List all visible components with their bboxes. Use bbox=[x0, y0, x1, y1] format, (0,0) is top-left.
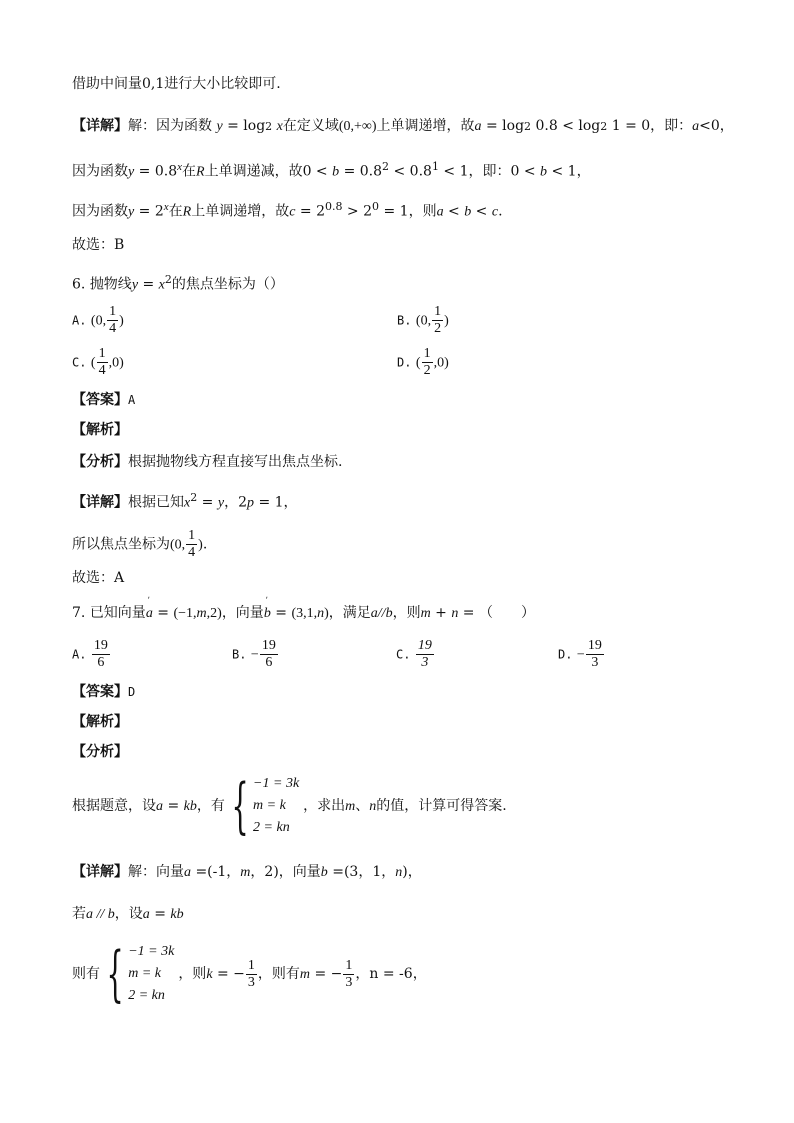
q6-option-a[interactable]: A. (0, $\frac{1}{4}$ ) bbox=[72, 304, 124, 336]
q5-detail-line2: 因为函数$y = 0.8^x$在R上单调递减，故$0 < b = 0.8^2 < 0.8^1 < 1$，即：0 < b < 1， bbox=[72, 160, 591, 180]
q6-stem: 6. 抛物线$y = x^2$的焦点坐标为（） bbox=[72, 273, 284, 293]
q7-fenxi: 根据题意，设a = kb，有 { −1 = 3k m = k 2 = kn ，求出m、n的值，计算可得答案. bbox=[72, 771, 507, 841]
q5-answer: 故选：B bbox=[72, 237, 125, 253]
q7-option-b[interactable]: B. − $\frac{19}{6}$ bbox=[232, 638, 276, 670]
q7-option-c[interactable]: C. $\frac{19}{3}$ bbox=[396, 638, 432, 670]
q7-analysis-tag: 【解析】 bbox=[72, 714, 128, 730]
q7-option-d[interactable]: D. − $\frac{19}{3}$ bbox=[558, 638, 602, 670]
q7-answer: 【答案】D bbox=[72, 684, 136, 700]
q7-option-a[interactable]: A. $\frac{19}{6}$ bbox=[72, 638, 108, 670]
q6-option-d[interactable]: D. ( $\frac{1}{2}$ ,0) bbox=[397, 346, 449, 378]
q6-option-c[interactable]: C. ( $\frac{1}{4}$ ,0) bbox=[72, 346, 124, 378]
q7-detail-if: 若a // b，设a = kb bbox=[72, 906, 184, 922]
intro-text: 借助中间量0,1进行大小比较即可. bbox=[72, 76, 281, 92]
q7-stem: 7. 已知向量a ʹ = (−1,m,2)，向量b ʹ = (3,1,n)，满足a//b，则m + n = （ ） bbox=[72, 595, 535, 621]
q6-fenxi: 【分析】根据抛物线方程直接写出焦点坐标. bbox=[72, 454, 343, 470]
q5-detail-line3: 因为函数$y = 2^x$在R上单调递增，故$c = 2^{0.8} > 2^0 = 1$，则a < b < c. bbox=[72, 200, 503, 220]
q7-detail-then: 则有 { −1 = 3k m = k 2 = kn ，则k = − $\frac{1}{3}$ ，则有m = − $\frac{1}{3}$ ，n = -6， bbox=[72, 939, 427, 1009]
q6-detail-line2: 所以焦点坐标为(0, $\frac{1}{4}$ ). bbox=[72, 528, 208, 560]
q7-fenxi-tag: 【分析】 bbox=[72, 744, 128, 760]
q5-detail-line1: 【详解】解：因为函数 y = log2 x在定义域(0,+∞)上单调递增，故a = log2 0.8 < log2 1 = 0，即：a<0， bbox=[72, 118, 734, 134]
q6-analysis-tag: 【解析】 bbox=[72, 422, 128, 438]
detail-tag: 【详解】 bbox=[72, 118, 128, 134]
equation-system-2: { −1 = 3k m = k 2 = kn bbox=[106, 939, 175, 1009]
q6-detail: 【详解】根据已知$x^2 = y$，2p = 1， bbox=[72, 491, 298, 511]
equation-system: { −1 = 3k m = k 2 = kn bbox=[231, 771, 300, 841]
q6-option-b[interactable]: B. (0, $\frac{1}{2}$ ) bbox=[397, 304, 449, 336]
q6-answer: 【答案】A bbox=[72, 392, 136, 408]
q6-choose: 故选：A bbox=[72, 570, 125, 586]
q7-detail: 【详解】解：向量a =(-1，m，2)，向量b =(3，1，n)， bbox=[72, 864, 422, 880]
